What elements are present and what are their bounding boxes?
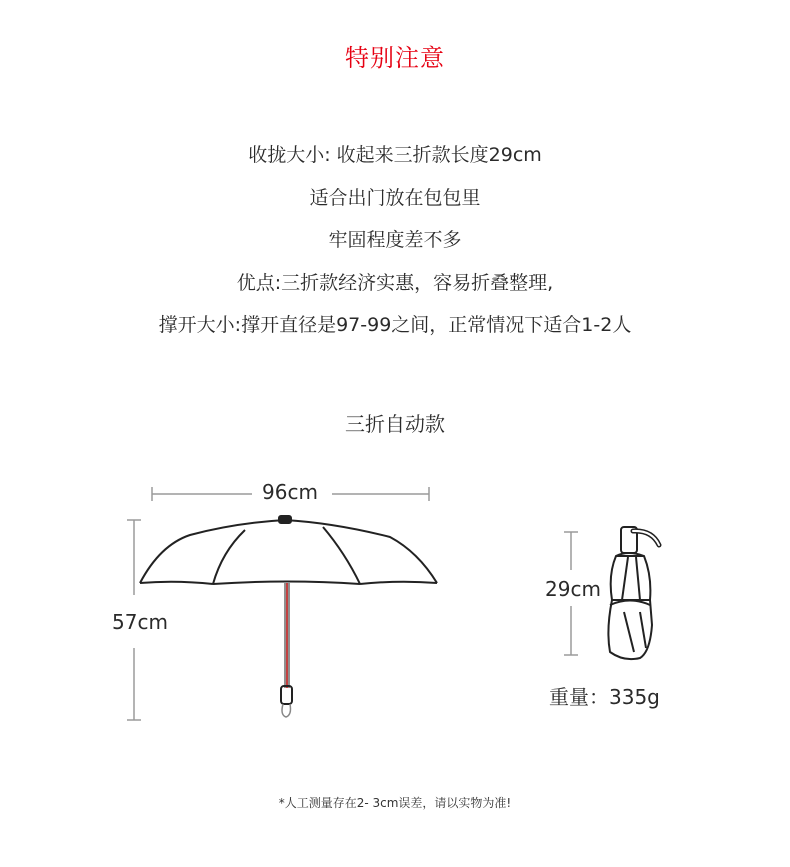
description-line-open-size: 撑开大小:撑开直径是97-99之间，正常情况下适合1-2人 [158, 314, 632, 336]
model-name: 三折自动款 [345, 412, 445, 436]
weight-label: 重量：335g [549, 685, 660, 709]
description-line-sturdiness: 牢固程度差不多 [328, 229, 462, 251]
open-height-label: 57cm [112, 610, 168, 634]
description-line-size: 收拢大小: 收起来三折款长度29cm [248, 144, 542, 166]
open-umbrella-handle [281, 583, 292, 717]
measurement-footnote: *人工测量存在2- 3cm误差，请以实物为准! [278, 796, 512, 810]
notice-title: 特别注意 [345, 44, 445, 72]
description-line-advantages: 优点:三折款经济实惠，容易折叠整理, [236, 271, 554, 294]
open-umbrella-canopy [140, 516, 437, 584]
description-line-bag: 适合出门放在包包里 [309, 186, 481, 209]
folded-length-label: 29cm [545, 577, 601, 601]
open-width-label: 96cm [262, 480, 318, 504]
folded-umbrella [608, 527, 659, 659]
